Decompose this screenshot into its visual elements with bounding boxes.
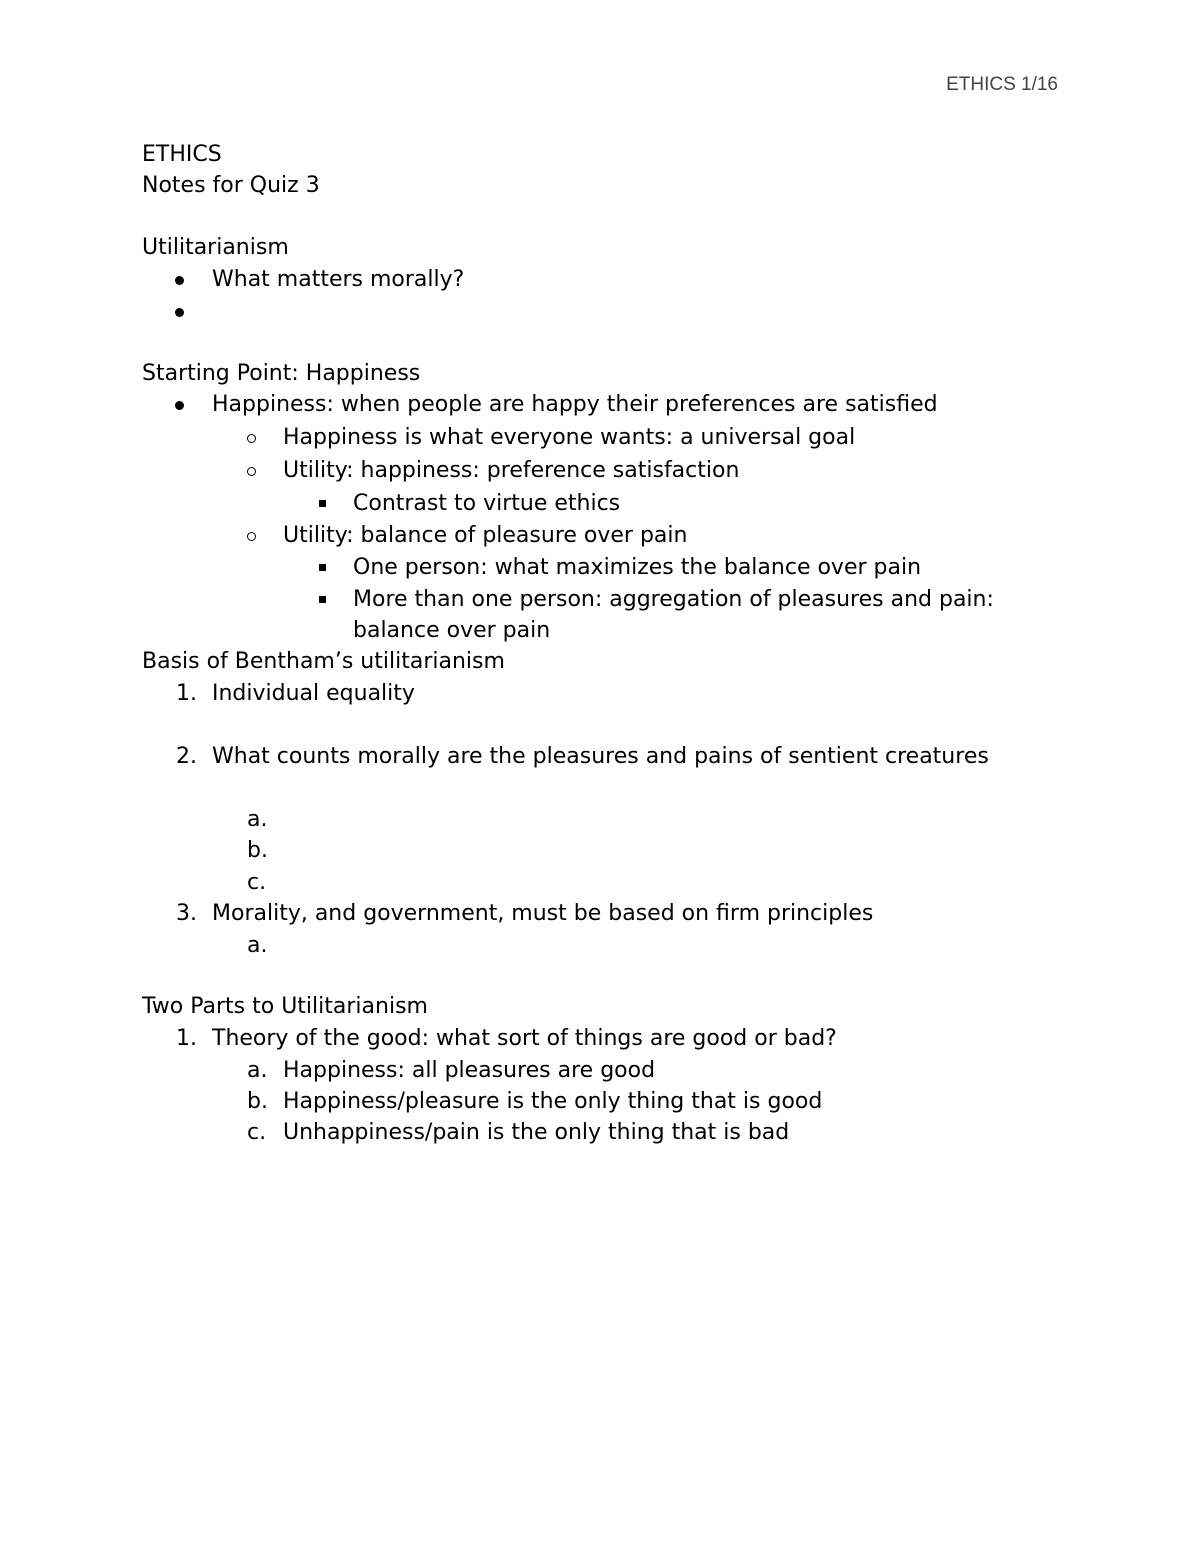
list-item: Happiness is what everyone wants: a universal goal [283, 425, 856, 450]
list-letter: c. [247, 1120, 267, 1145]
circle-bullet-icon [247, 434, 256, 443]
section-heading-two-parts: Two Parts to Utilitarianism [142, 994, 428, 1019]
bullet-icon [175, 276, 184, 285]
list-letter: a. [247, 1058, 268, 1083]
list-item: Unhappiness/pain is the only thing that is bad [283, 1120, 790, 1145]
section-heading-utilitarianism: Utilitarianism [142, 235, 289, 260]
page-header-label: ETHICS 1/16 [946, 74, 1058, 95]
list-item: Contrast to virtue ethics [353, 491, 621, 516]
list-letter: b. [247, 1089, 268, 1114]
list-item: Individual equality [212, 681, 415, 706]
list-item-continuation: balance over pain [353, 618, 551, 643]
list-letter: b. [247, 838, 268, 863]
list-item: What matters morally? [212, 267, 465, 292]
list-item: Theory of the good: what sort of things are good or bad? [212, 1026, 837, 1051]
list-item: What counts morally are the pleasures and pains of sentient creatures [212, 744, 989, 769]
document-subtitle: Notes for Quiz 3 [142, 173, 320, 198]
list-number: 1. [176, 681, 197, 706]
list-number: 2. [176, 744, 197, 769]
list-item: More than one person: aggregation of pleasures and pain: [353, 587, 994, 612]
bullet-icon [175, 401, 184, 410]
square-bullet-icon [319, 564, 326, 571]
list-item: Utility: happiness: preference satisfaction [283, 458, 740, 483]
bullet-icon [175, 308, 184, 317]
list-item: One person: what maximizes the balance over pain [353, 555, 922, 580]
section-heading-bentham: Basis of Bentham’s utilitarianism [142, 649, 505, 674]
circle-bullet-icon [247, 532, 256, 541]
document-title: ETHICS [142, 142, 222, 167]
square-bullet-icon [319, 596, 326, 603]
list-item: Morality, and government, must be based on firm principles [212, 901, 874, 926]
list-item: Utility: balance of pleasure over pain [283, 523, 688, 548]
circle-bullet-icon [247, 467, 256, 476]
list-item: Happiness/pleasure is the only thing that is good [283, 1089, 823, 1114]
square-bullet-icon [319, 500, 326, 507]
section-heading-starting-point: Starting Point: Happiness [142, 361, 421, 386]
list-letter: a. [247, 807, 268, 832]
list-letter: a. [247, 933, 268, 958]
list-number: 3. [176, 901, 197, 926]
list-item: Happiness: all pleasures are good [283, 1058, 656, 1083]
list-letter: c. [247, 870, 267, 895]
list-item: Happiness: when people are happy their preferences are satisfied [212, 392, 938, 417]
list-number: 1. [176, 1026, 197, 1051]
